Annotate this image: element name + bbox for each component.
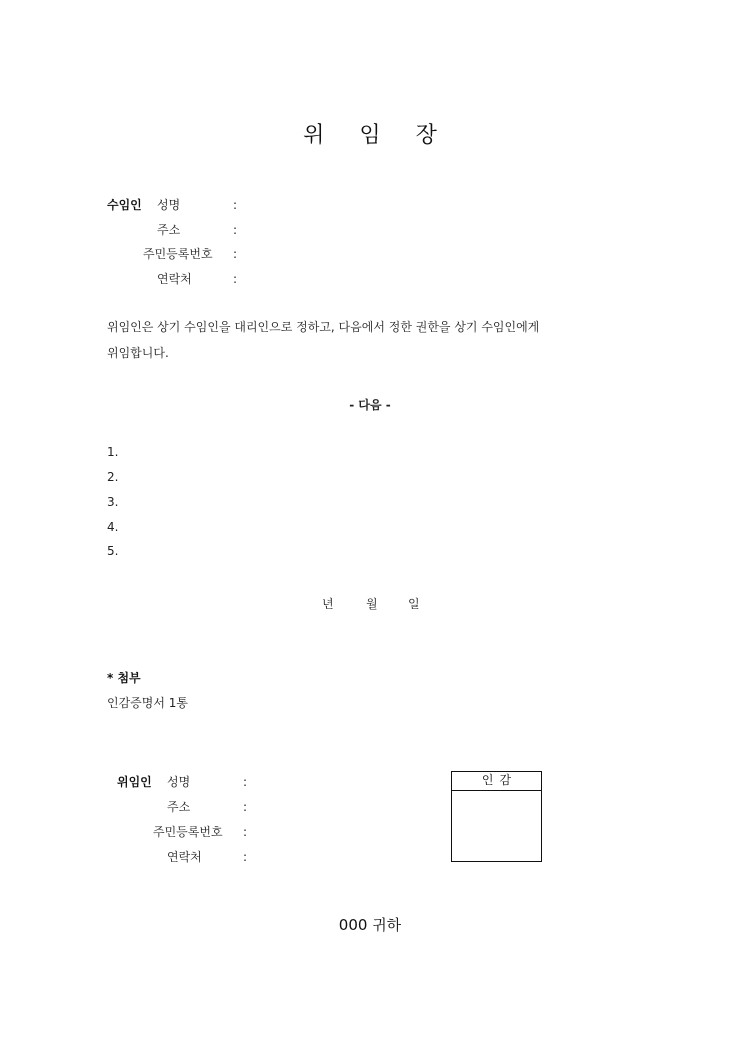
agent-address-colon: : (233, 223, 238, 237)
principal-id-row (153, 823, 247, 840)
principal-id-colon: : (243, 825, 248, 839)
seal-label: 인감 (452, 772, 541, 791)
agent-contact-label: 연락처 (157, 272, 192, 286)
agent-name-row (157, 196, 237, 213)
principal-address-row (167, 798, 247, 815)
agent-name-colon: : (233, 198, 238, 212)
date-month: 월 (366, 597, 378, 611)
delegation-paragraph-line1: 위임인은 상기 수임인을 대리인으로 정하고, 다음에서 정한 권한을 상기 수임인에게 (107, 320, 540, 334)
seal-box (451, 771, 542, 862)
principal-role-label: 위임인 (117, 775, 152, 789)
attachment-heading: * 첨부 (107, 671, 141, 685)
principal-address-colon: : (243, 800, 248, 814)
principal-contact-colon: : (243, 850, 248, 864)
list-item: 5. (107, 544, 119, 558)
principal-name-colon: : (243, 775, 248, 789)
agent-contact-colon: : (233, 272, 238, 286)
principal-id-label: 주민등록번호 (153, 825, 223, 839)
delegation-paragraph-line2: 위임합니다. (107, 346, 169, 360)
principal-contact-row (167, 848, 247, 865)
agent-role-label: 수임인 (107, 198, 142, 212)
agent-id-row (143, 245, 237, 262)
list-item: 2. (107, 470, 119, 484)
date-year: 년 (322, 597, 334, 611)
agent-address-label: 주소 (157, 223, 181, 237)
agent-id-label: 주민등록번호 (143, 247, 213, 261)
date-day: 일 (408, 597, 420, 611)
agent-address-row (157, 221, 237, 238)
principal-address-label: 주소 (167, 800, 191, 814)
list-item: 4. (107, 520, 119, 534)
principal-contact-label: 연락처 (167, 850, 202, 864)
attachment-content: 인감증명서 1통 (107, 696, 189, 710)
list-item: 3. (107, 495, 119, 509)
section-heading: - 다음 - (349, 398, 391, 412)
principal-name-label: 성명 (167, 775, 191, 789)
agent-name-label: 성명 (157, 198, 181, 212)
agent-contact-row (157, 270, 237, 287)
agent-id-colon: : (233, 247, 238, 261)
principal-name-row (167, 773, 247, 790)
list-item: 1. (107, 445, 119, 459)
recipient: 000 귀하 (338, 916, 402, 934)
document-title: 위 임 장 (303, 123, 451, 148)
